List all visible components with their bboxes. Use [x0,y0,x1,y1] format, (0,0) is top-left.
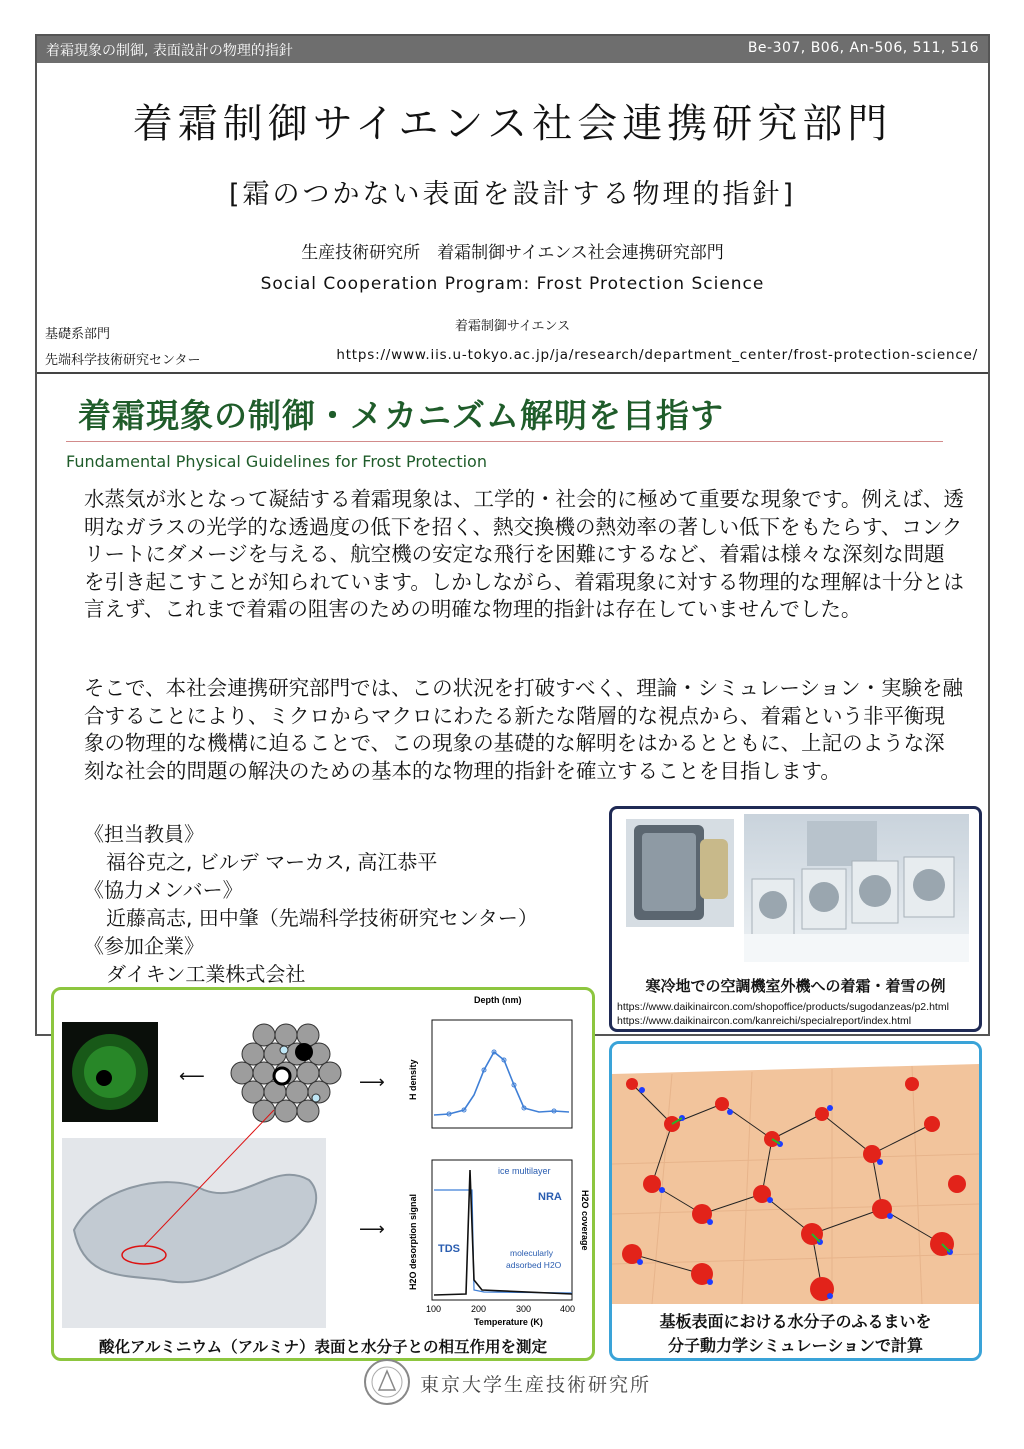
affiliation-2: 先端科学技術研究センター [45,353,201,368]
label-molecularly: molecularly [510,1248,553,1258]
institute-name: 東京大学生産技術研究所 [420,1374,652,1396]
company-name: ダイキン工業株式会社 [106,962,306,986]
outdoor-unit-caption: 寒冷地での空調機室外機への着霜・着雪の例 [645,977,946,995]
company-label: 《参加企業》 [84,934,204,958]
simulation-caption-1: 基板表面における水分子のふるまいを [659,1312,932,1331]
simulation-caption-2: 分子動力学シミュレーションで計算 [667,1336,924,1355]
members-label: 《協力メンバー》 [84,878,243,902]
section-title: 着霜現象の制御・メカニズム解明を目指す [78,396,724,435]
affiliation-1: 基礎系部門 [45,327,111,342]
plot2-frame [432,1160,572,1300]
plot1-xlabel: Depth (nm) [474,995,522,1005]
body-paragraph-2: そこで、本社会連携研究部門では、この状況を打破すべく、理論・シミュレーション・実験を融合することにより、ミクロからマクロにわたる新たな階層的な視点から、着霜という非平衡現象の物理的な機構に迫ることで、この現象の基礎的な解明をはかるとともに、上記のような深刻な社会的問題の解決のための基本的な物理的指針を確立することを目指します。 [84,676,964,783]
section-english-title: Fundamental Physical Guidelines for Frost Protection [66,452,487,471]
label-nra: NRA [538,1191,562,1203]
plot2-nra-series [434,1190,572,1293]
outdoor-unit-photos [612,809,979,969]
label-ice-multilayer: ice multilayer [498,1166,551,1176]
tick-100: 100 [426,1304,442,1314]
member-names: 近藤高志, 田中肇（先端科学技術研究センター） [106,906,538,930]
md-simulation-figure [612,1044,979,1304]
page-subtitle: [霜のつかない表面を設計する物理的指針] [228,179,797,210]
arrow-left: ⟵ [179,1066,205,1086]
tick-300: 300 [516,1304,532,1314]
university-seal-icon [362,1357,412,1407]
alumina-figure [54,990,592,1330]
program-url[interactable]: https://www.iis.u-tokyo.ac.jp/ja/research/department_center/frost-protection-science/ [336,347,978,363]
topbar-topic: 着霜現象の制御, 表面設計の物理的指針 [46,43,293,59]
alumina-caption: 酸化アルミニウム（アルミナ）表面と水分子との相互作用を測定 [98,1338,548,1356]
topbar-rooms: Be-307, B06, An-506, 511, 516 [747,40,979,56]
plot2-xlabel: Temperature (K) [474,1317,543,1327]
plot1-ylabel: H density [408,1059,418,1100]
plot2-tds-series [434,1170,572,1295]
url-label: 着霜制御サイエンス [454,319,571,334]
page-title: 着霜制御サイエンス社会連携研究部門 [132,101,893,147]
department-line: 生産技術研究所 着霜制御サイエンス社会連携研究部門 [301,243,724,263]
simulation-box [609,1041,982,1361]
arrow-right-2: ⟶ [359,1219,385,1239]
faculty-label: 《担当教員》 [84,822,204,846]
plot1-series [434,1052,569,1115]
arrow-right-1: ⟶ [359,1072,385,1092]
label-tds: TDS [438,1243,460,1255]
plot2-ticks [426,1304,575,1314]
faculty-names: 福谷克之, ビルデ マーカス, 高江恭平 [106,850,438,874]
body-paragraph-1: 水蒸気が氷となって凝結する着霜現象は、工学的・社会的に極めて重要な現象です。例えば、透明なガラスの光学的な透過度の低下を招く、熱交換機の熱効率の著しい低下をもたらす、コンクリートにダメージを与える、航空機の安定な飛行を困難にするなど、着霜は様々な深刻な問題を引き起こすことが知られています。しかしながら、着霜現象に対する物理的な理解は十分とは言えず、これまで着霜の阻害のための明確な物理的指針は存在していませんでした。 [84,487,964,621]
top-bar [37,36,988,63]
header-divider [37,372,988,374]
member-list [84,820,538,988]
alumina-measurement-box [51,987,595,1361]
tick-400: 400 [560,1304,576,1314]
plot2-ylabel-right: H2O coverage [580,1190,590,1251]
outdoor-unit-photo-box [609,806,982,1032]
source-url-2[interactable]: https://www.daikinaircon.com/kanreichi/specialreport/index.html [617,1015,912,1027]
plot2-ylabel: H2O desorption signal [408,1193,418,1290]
tick-200: 200 [471,1304,487,1314]
footer [360,1355,690,1435]
english-program-name: Social Cooperation Program: Frost Protection Science [260,274,765,294]
label-adsorbed: adsorbed H2O [506,1260,562,1270]
source-url-1[interactable]: https://www.daikinaircon.com/shopoffice/products/sugodanzeas/p2.html [617,1001,949,1013]
section-rule [66,441,943,442]
